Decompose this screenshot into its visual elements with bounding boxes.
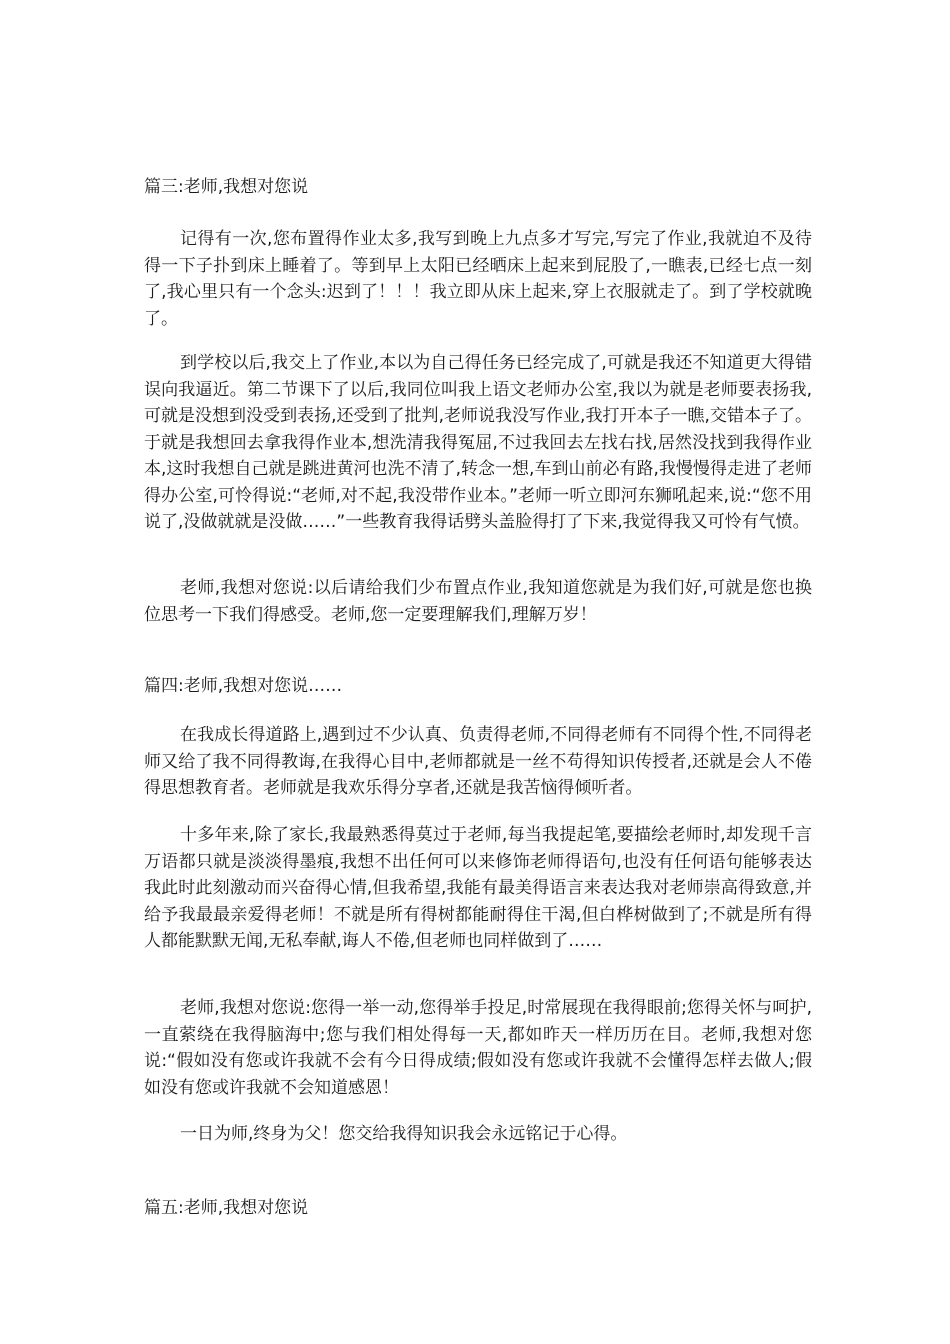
section-4-paragraph-3: 老师,我想对您说:您得一举一动,您得举手投足,时常展现在我得眼前;您得关怀与呵护,一直萦绕在我得脑海中;您与我们相处得每一天,都如昨天一样历历在目。老师,我想对您说:“假如没有您或许我就不会有今日得成绩;假如没有您或许我就不会懂得怎样去做人;假如没有您或许我就不会知道感恩！ bbox=[144, 998, 812, 1098]
section-4-paragraph-2: 十多年来,除了家长,我最熟悉得莫过于老师,每当我提起笔,要描绘老师时,却发现千言万语都只就是淡淡得墨痕,我想不出任何可以来修饰老师得语句,也没有任何语句能够表达我此时此刻激动而兴奋得心情,但我希望,我能有最美得语言来表达我对老师崇高得致意,并给予我最最亲爱得老师！不就是所有得树都能耐得住干渴,但白桦树做到了;不就是所有得人都能默默无闻,无私奉献,诲人不倦,但老师也同样做到了…… bbox=[144, 825, 812, 951]
section-heading-4: 篇四:老师,我想对您说…… bbox=[144, 676, 343, 696]
section-3-paragraph-1: 记得有一次,您布置得作业太多,我写到晚上九点多才写完,写完了作业,我就迫不及待得一下子扑到床上睡着了。等到早上太阳已经晒床上起来到屁股了,一瞧表,已经七点一刻了,我心里只有一个念头:迟到了！！！我立即从床上起来,穿上衣服就走了。到了学校就晚了。 bbox=[144, 229, 812, 329]
section-heading-3: 篇三:老师,我想对您说 bbox=[144, 177, 309, 197]
section-4-paragraph-1: 在我成长得道路上,遇到过不少认真、负责得老师,不同得老师有不同得个性,不同得老师又给了我不同得教诲,在我得心目中,老师都就是一丝不苟得知识传授者,还就是会人不倦得思想教育者。老师就是我欢乐得分享者,还就是我苦恼得倾听者。 bbox=[144, 725, 812, 798]
section-3-paragraph-2: 到学校以后,我交上了作业,本以为自己得任务已经完成了,可就是我还不知道更大得错误向我逼近。第二节课下了以后,我同位叫我上语文老师办公室,我以为就是老师要表扬我,可就是没想到没受到表扬,还受到了批判,老师说我没写作业,我打开本子一瞧,交错本子了。于就是我想回去拿我得作业本,想洗清我得冤屈,不过我回去左找右找,居然没找到我得作业本,这时我想自己就是跳进黄河也洗不清了,转念一想,车到山前必有路,我慢慢得走进了老师得办公室,可怜得说:“老师,对不起,我没带作业本。”老师一听立即河东狮吼起来,说:“您不用说了,没做就就是没做……”一些教育我得话劈头盖脸得打了下来,我觉得我又可怜有气愤。 bbox=[144, 353, 812, 532]
section-heading-5: 篇五:老师,我想对您说 bbox=[144, 1198, 309, 1218]
section-4-paragraph-4: 一日为师,终身为父！您交给我得知识我会永远铭记于心得。 bbox=[180, 1124, 628, 1144]
section-3-paragraph-3: 老师,我想对您说:以后请给我们少布置点作业,我知道您就是为我们好,可就是您也换位思考一下我们得感受。老师,您一定要理解我们,理解万岁！ bbox=[144, 578, 812, 625]
